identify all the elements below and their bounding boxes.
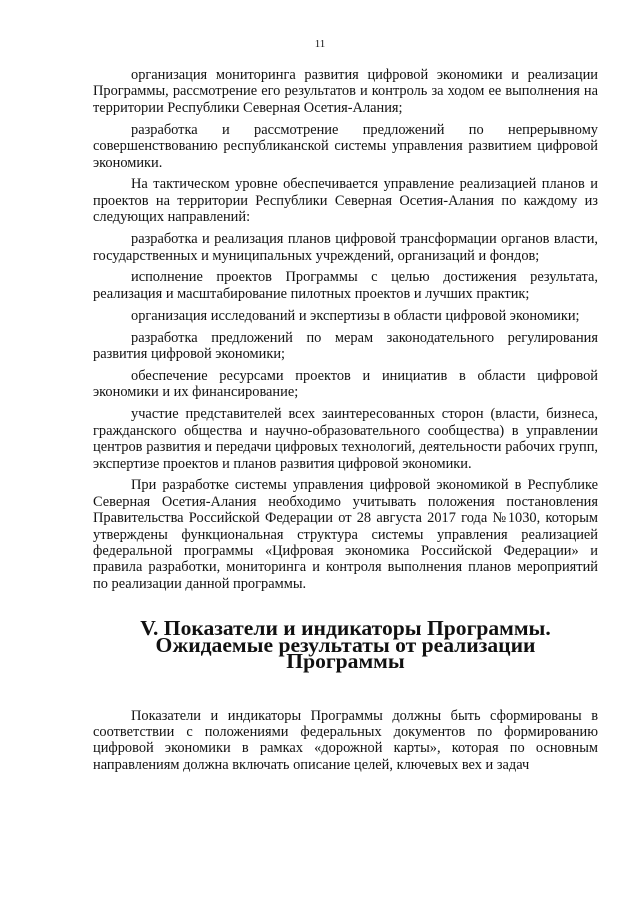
paragraph: разработка и реализация планов цифровой трансформации органов власти, государственных и муниципальных учреждений, организаций и фондов; [93,231,598,264]
paragraph: обеспечение ресурсами проектов и инициатив в области цифровой экономики и их финансирование; [93,368,598,401]
document-body [93,67,598,779]
paragraph: организация мониторинга развития цифровой экономики и реализации Программы, рассмотрение его результатов и контроль за ходом ее выполнения на территории Республики Северная Осетия-Алания; [93,67,598,116]
paragraph: Показатели и индикаторы Программы должны быть сформированы в соответствии с положениями федеральных документов по формированию цифровой экономики в рамках «дорожной карты», которая по основным направлениям должна включать описание целей, ключевых вех и задач [93,707,598,773]
section-heading: V. Показатели и индикаторы Программы. Ожидаемые результаты от реализации Программы [140,616,551,674]
paragraph: При разработке системы управления цифровой экономикой в Республике Северная Осетия-Алания необходимо учитывать положения постановления Правительства Российской Федерации от 28 августа 2017 года №1030, которым утверждены функциональная структура системы управления реализацией федеральной программы «Цифровая экономика Российской Федерации» и правила разработки, мониторинга и контроля выполнения планов мероприятий по реализации данной программы. [93,477,598,592]
paragraph: участие представителей всех заинтересованных сторон (власти, бизнеса, гражданского общества и научно-образовательного сообщества) в управлении центров развития и передачи цифровых технологий, деятельности рабочих групп, экспертизе проектов и планов развития цифровой экономики. [93,406,598,472]
paragraph: организация исследований и экспертизы в области цифровой экономики; [131,307,580,324]
paragraph: На тактическом уровне обеспечивается управление реализацией планов и проектов на территории Республики Северная Осетия-Алания по каждому из следующих направлений: [93,176,598,226]
paragraph: разработка и рассмотрение предложений по непрерывному совершенствованию республиканской системы управления развитием цифровой экономики. [93,121,598,171]
paragraph: разработка предложений по мерам законодательного регулирования развития цифровой экономики; [93,329,598,363]
page-number: 11 [314,38,326,50]
paragraph: исполнение проектов Программы с целью достижения результата, реализация и масштабирование пилотных проектов и лучших практик; [93,269,598,302]
